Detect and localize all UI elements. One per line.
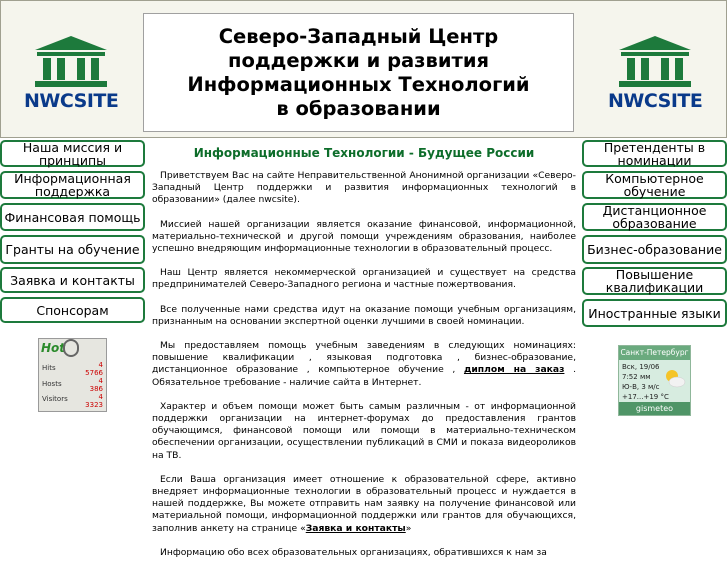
logo-left[interactable] xyxy=(24,34,118,112)
nav-qualification[interactable]: Повышение квалификации xyxy=(582,267,727,295)
paragraph: Характер и объем помощи может быть самым различным - от информационной поддержки организации на интернет-форумах до предоставления грантов обучающимся, финансовой помощи или помощи в материально-техническом обеспечении организации, осуществлении публикаций в СМИ и показа видеороликов на ТВ. xyxy=(152,400,576,461)
main-heading: Информационные Технологии - Будущее России xyxy=(193,146,535,160)
counter-value: 5766 xyxy=(85,369,103,377)
logo-text: NWCSITE xyxy=(608,90,703,112)
diploma-link[interactable]: диплом на заказ xyxy=(463,364,565,376)
application-contacts-link[interactable]: Заявка и контакты xyxy=(305,522,406,534)
counter-brand: Hot xyxy=(41,341,66,355)
nav-sponsors[interactable]: Спонсорам xyxy=(0,297,145,323)
counter-label: Visitors xyxy=(42,395,68,403)
weather-line: Вск, 19/06 xyxy=(622,363,660,371)
counter-small: 4 xyxy=(98,377,103,385)
weather-footer: gismeteo xyxy=(619,402,690,415)
site-title xyxy=(143,13,574,132)
weather-city: Санкт-Петербург xyxy=(619,346,690,360)
weather-line: 7:52 мм xyxy=(622,373,651,381)
paragraph xyxy=(152,340,576,389)
paragraph-text: . Обязательное требование - наличие сайта в Интернет. xyxy=(152,364,576,388)
counter-value: 3323 xyxy=(85,401,103,409)
paragraph: Миссией нашей организации является оказание финансовой, информационной, материально-технической и другой помощи учреждениям образования, наиболее успешно внедряющим информационные технологии в образовательный процесс. xyxy=(152,218,576,255)
nav-mission[interactable]: Наша миссия и принципы xyxy=(0,140,145,167)
nav-nominees[interactable]: Претенденты в номинации xyxy=(582,140,727,167)
paragraph-text: Мы предоставляем помощь учебным заведениям в следующих номинациях: повышение квалификации , языковая подготовка , бизнес-образование, дистанционное образование , компьютерное обучение , xyxy=(152,340,576,376)
weather-line: +17...+19 °С xyxy=(622,393,669,401)
paragraph: Информацию обо всех образовательных организациях, обратившихся к нам за xyxy=(160,546,547,558)
counter-small: 4 xyxy=(98,361,103,369)
paragraph: Наш Центр является некоммерческой организацией и существует на средства предпринимателей Северо-Западного региона и частные пожертвования. xyxy=(152,267,576,291)
title-line: Информационных Технологий xyxy=(187,72,530,96)
title-line: поддержки и развития xyxy=(227,48,490,72)
sun-cloud-icon xyxy=(663,368,685,388)
paragraph xyxy=(152,474,576,535)
logo-text: NWCSITE xyxy=(24,90,119,112)
paragraph-text: » xyxy=(405,522,412,534)
logo-right[interactable] xyxy=(608,34,702,112)
nav-grants[interactable]: Гранты на обучение xyxy=(0,235,145,264)
paragraph-text: Если Ваша организация имеет отношение к образовательной сфере, активно внедряет информационные технологии в образовательный процесс и нуждается в нашей поддержке, Вы можете отправить нам заявку на получение финансовой или материальной помощи, информационной поддержки или грантов для обучающихся, заполнив анкету на странице « xyxy=(152,473,576,534)
counter-label: Hits xyxy=(42,364,56,372)
title-line: Северо-Западный Центр xyxy=(218,24,499,48)
nav-info-support[interactable]: Информационная поддержка xyxy=(0,171,145,199)
nav-application-contacts[interactable]: Заявка и контакты xyxy=(0,267,145,293)
title-line: в образовании xyxy=(276,96,441,120)
paragraph: Все полученные нами средства идут на оказание помощи учебным организациям, признанным на основании экспертной оценки лучшими в своей номинации. xyxy=(152,303,576,327)
counter-label: Hosts xyxy=(42,380,62,388)
counter-value: 386 xyxy=(89,385,103,393)
building-icon xyxy=(31,34,111,88)
nav-distance-education[interactable]: Дистанционное образование xyxy=(582,203,727,231)
weather-widget[interactable] xyxy=(618,345,691,416)
nav-foreign-languages[interactable]: Иностранные языки xyxy=(582,299,727,327)
counter-logo-icon xyxy=(63,339,79,357)
weather-line: Ю-В, 3 м/с xyxy=(622,383,660,391)
building-icon xyxy=(615,34,695,88)
nav-business-education[interactable]: Бизнес-образование xyxy=(582,235,727,264)
nav-computer-training[interactable]: Компьютерное обучение xyxy=(582,171,727,199)
counter-small: 4 xyxy=(98,393,103,401)
hotlog-counter[interactable] xyxy=(38,338,107,412)
nav-financial-help[interactable]: Финансовая помощь xyxy=(0,203,145,231)
paragraph: Приветствуем Вас на сайте Неправительственной Анонимной организации «Северо-Западный Центр поддержки и развития информационных технологий в образовании» (далее nwcsite). xyxy=(152,170,576,206)
main-content xyxy=(152,146,576,571)
